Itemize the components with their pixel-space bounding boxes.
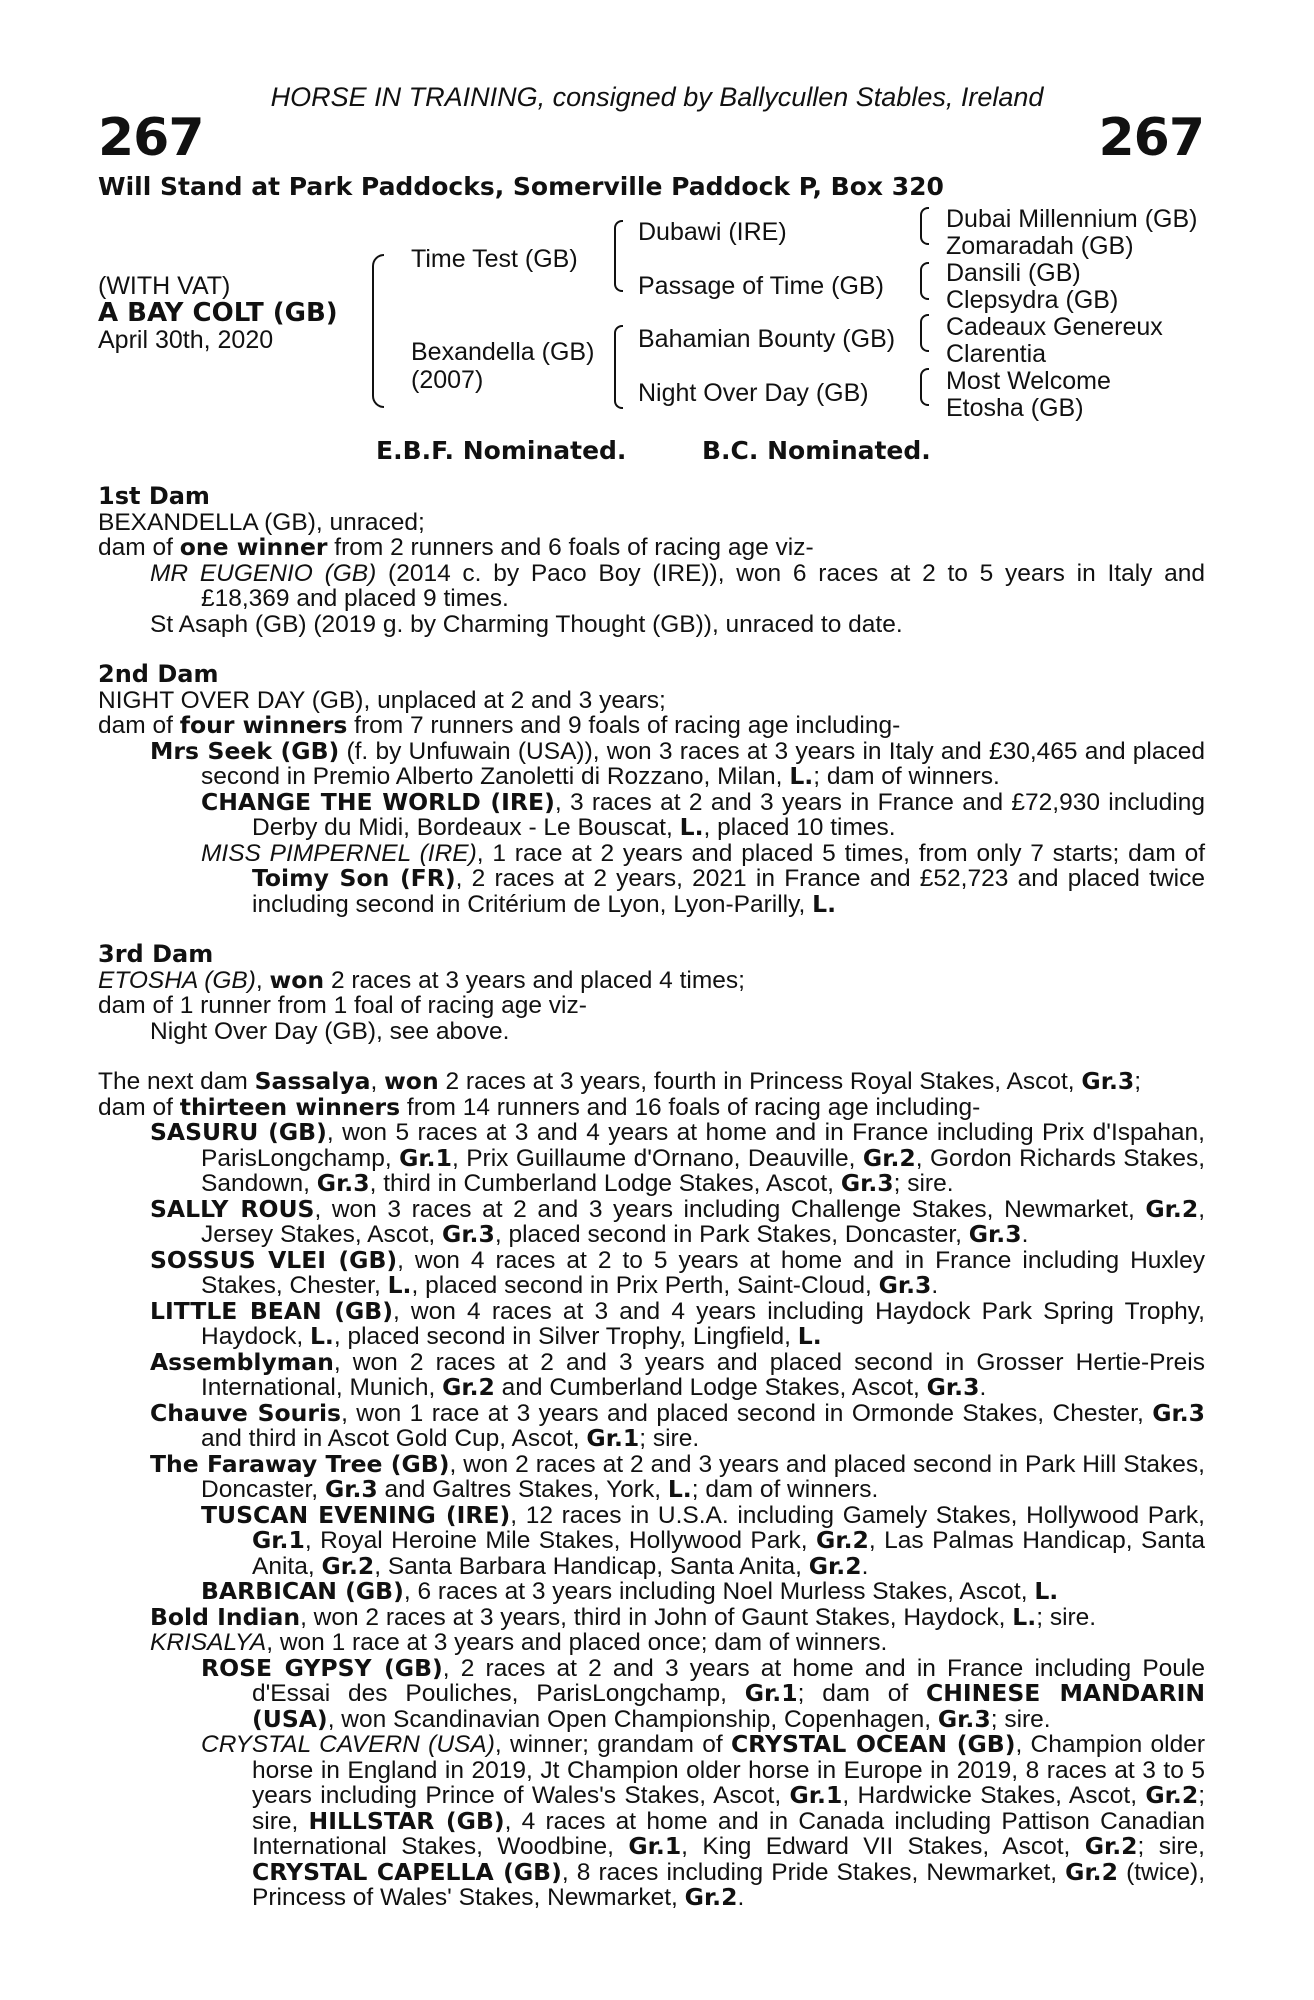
catalogue-body xyxy=(98,484,1205,1911)
next-dam-produce: dam of thirteen winners from 14 runners and 16 foals of racing age including- xyxy=(98,1092,981,1121)
vat-note: (WITH VAT) xyxy=(98,272,231,300)
list-item: KRISALYA, won 1 race at 3 years and placed once; dam of winners. xyxy=(150,1629,888,1656)
pedigree-brace-dam xyxy=(614,325,623,409)
pedigree-dam: Bexandella (GB) xyxy=(411,338,595,366)
horse-dob: April 30th, 2020 xyxy=(98,326,274,354)
horse-name: A BAY COLT (GB) xyxy=(98,298,338,328)
list-item: SALLY ROUS, won 3 races at 2 and 3 years including Challenge Stakes, Newmarket, Gr.2, Jersey Stakes, Ascot, Gr.3, placed second in Park Stakes, Doncaster, Gr.3. xyxy=(150,1194,1205,1248)
first-dam-produce: dam of one winner from 2 runners and 6 foals of racing age viz- xyxy=(98,533,814,561)
list-item: MR EUGENIO (GB) (2014 c. by Paco Boy (IRE)), won 6 races at 2 to 5 years in Italy and £18,369 and placed 9 times. xyxy=(150,559,1206,612)
pedigree-dam-dam: Night Over Day (GB) xyxy=(638,379,869,407)
lot-number-left: 267 xyxy=(98,108,204,168)
pedigree-sss: Dubai Millennium (GB) xyxy=(946,205,1198,233)
pedigree-sdd: Clepsydra (GB) xyxy=(946,286,1119,314)
stand-location: Will Stand at Park Paddocks, Somerville Paddock P, Box 320 xyxy=(98,172,944,201)
pedigree-brace-dd xyxy=(920,368,929,406)
list-item: SASURU (GB), won 5 races at 3 and 4 years at home and in France including Prix d'Ispahan, ParisLongchamp, Gr.1, Prix Guillaume d'Ornano, Deauville, Gr.2, Gordon Richards Stakes, Sandown, Gr.3, third in Cumberland Lodge Stakes, Ascot, Gr.3; sire. xyxy=(150,1118,1205,1197)
pedigree-brace-sd xyxy=(920,262,929,300)
pedigree-ddd: Etosha (GB) xyxy=(946,394,1084,422)
pedigree-dds: Most Welcome xyxy=(946,367,1111,395)
first-dam-line: BEXANDELLA (GB), unraced; xyxy=(98,508,425,536)
pedigree-ssd: Zomaradah (GB) xyxy=(946,232,1134,260)
catalogue-header: HORSE IN TRAINING, consigned by Ballycullen Stables, Ireland xyxy=(270,82,1044,112)
list-item: TUSCAN EVENING (IRE), 12 races in U.S.A. including Gamely Stakes, Hollywood Park, Gr.1, Royal Heroine Mile Stakes, Hollywood Park, Gr.2, Las Palmas Handicap, Santa Anita, Gr.2, Santa Barbara Handicap, Santa Anita, Gr.2. xyxy=(201,1500,1206,1580)
list-item: Mrs Seek (GB) (f. by Unfuwain (USA)), won 3 races at 3 years in Italy and £30,465 and placed second in Premio Alberto Zanoletti di Rozzano, Milan, L.; dam of winners. xyxy=(150,736,1205,790)
second-dam-line: NIGHT OVER DAY (GB), unplaced at 2 and 3 years; xyxy=(98,686,666,714)
third-dam-line: ETOSHA (GB), won 2 races at 3 years and placed 4 times; xyxy=(98,965,745,994)
pedigree-sire-sire: Dubawi (IRE) xyxy=(638,218,787,246)
bc-nomination: B.C. Nominated. xyxy=(702,436,931,465)
list-item: SOSSUS VLEI (GB), won 4 races at 2 to 5 years at home and in France including Huxley Stakes, Chester, L., placed second in Prix Perth, Saint-Cloud, Gr.3. xyxy=(150,1245,1205,1299)
list-item: MISS PIMPERNEL (IRE), 1 race at 2 years and placed 5 times, from only 7 starts; dam of Toimy Son (FR), 2 races at 2 years, 2021 in France and £52,723 and placed twice including second in Critérium de Lyon, Lyon-Parilly, L. xyxy=(201,839,1205,918)
pedigree-sire: Time Test (GB) xyxy=(411,245,578,273)
second-dam-produce: dam of four winners from 7 runners and 9 foals of racing age including- xyxy=(98,711,901,739)
ebf-nomination: E.B.F. Nominated. xyxy=(376,436,627,465)
pedigree-dam-sire: Bahamian Bounty (GB) xyxy=(638,325,896,353)
list-item: LITTLE BEAN (GB), won 4 races at 3 and 4 years including Haydock Park Spring Trophy, Haydock, L., placed second in Silver Trophy, Lingfield, L. xyxy=(150,1296,1205,1350)
list-item: BARBICAN (GB), 6 races at 3 years including Noel Murless Stakes, Ascot, L. xyxy=(201,1577,1059,1605)
third-dam-produce: dam of 1 runner from 1 foal of racing age viz- xyxy=(98,992,587,1019)
list-item: CHANGE THE WORLD (IRE), 3 races at 2 and 3 years in France and £72,930 including Derby du Midi, Bordeaux - Le Bouscat, L., placed 10 times. xyxy=(201,787,1205,841)
list-item: Assemblyman, won 2 races at 2 and 3 years and placed second in Grosser Hertie-Preis International, Munich, Gr.2 and Cumberland Lodge Stakes, Ascot, Gr.3. xyxy=(150,1347,1205,1401)
next-dam-line: The next dam Sassalya, won 2 races at 3 years, fourth in Princess Royal Stakes, Ascot, Gr.3; xyxy=(98,1067,1142,1095)
pedigree-brace-ds xyxy=(920,314,929,352)
list-item: St Asaph (GB) (2019 g. by Charming Thought (GB)), unraced to date. xyxy=(150,610,903,638)
list-item: Bold Indian, won 2 races at 3 years, third in John of Gaunt Stakes, Haydock, L.; sire. xyxy=(150,1602,1097,1631)
list-item: ROSE GYPSY (GB), 2 races at 2 and 3 years at home and in France including Poule d'Essai des Pouliches, ParisLongchamp, Gr.1; dam of CHINESE MANDARIN (USA), won Scandinavian Open Championship, Copenhagen, Gr.3; sire. xyxy=(201,1653,1205,1733)
pedigree-sire-dam: Passage of Time (GB) xyxy=(638,272,884,300)
third-dam-heading: 3rd Dam xyxy=(98,940,214,968)
first-dam-heading: 1st Dam xyxy=(98,482,210,510)
list-item: The Faraway Tree (GB), won 2 races at 2 and 3 years and placed second in Park Hill Stakes, Doncaster, Gr.3 and Galtres Stakes, York, L.; dam of winners. xyxy=(150,1449,1205,1503)
pedigree-brace-ss xyxy=(920,207,929,245)
pedigree-dam-year: (2007) xyxy=(411,366,484,394)
second-dam-heading: 2nd Dam xyxy=(98,660,219,688)
pedigree-brace-main xyxy=(372,254,384,408)
lot-number-right: 267 xyxy=(1098,108,1204,168)
pedigree-sds: Dansili (GB) xyxy=(946,259,1081,287)
pedigree-brace-sire xyxy=(614,220,623,292)
list-item: Night Over Day (GB), see above. xyxy=(150,1017,510,1045)
pedigree-dsd: Clarentia xyxy=(946,340,1047,368)
pedigree-dss: Cadeaux Genereux xyxy=(946,313,1163,341)
list-item: Chauve Souris, won 1 race at 3 years and placed second in Ormonde Stakes, Chester, Gr.3 and third in Ascot Gold Cup, Ascot, Gr.1; sire. xyxy=(150,1398,1206,1452)
list-item: CRYSTAL CAVERN (USA), winner; grandam of CRYSTAL OCEAN (GB), Champion older horse in England in 2019, Jt Champion older horse in Europe in 2019, 8 races at 3 to 5 years including Prince of Wales's Stakes, Ascot, Gr.1, Hardwicke Stakes, Ascot, Gr.2; sire, HILLSTAR (GB), 4 races at home and in Canada including Pattison Canadian International Stakes, Woodbine, Gr.1, King Edward VII Stakes, Ascot, Gr.2; sire, CRYSTAL CAPELLA (GB), 8 races including Pride Stakes, Newmarket, Gr.2 (twice), Princess of Wales' Stakes, Newmarket, Gr.2. xyxy=(201,1730,1206,1911)
